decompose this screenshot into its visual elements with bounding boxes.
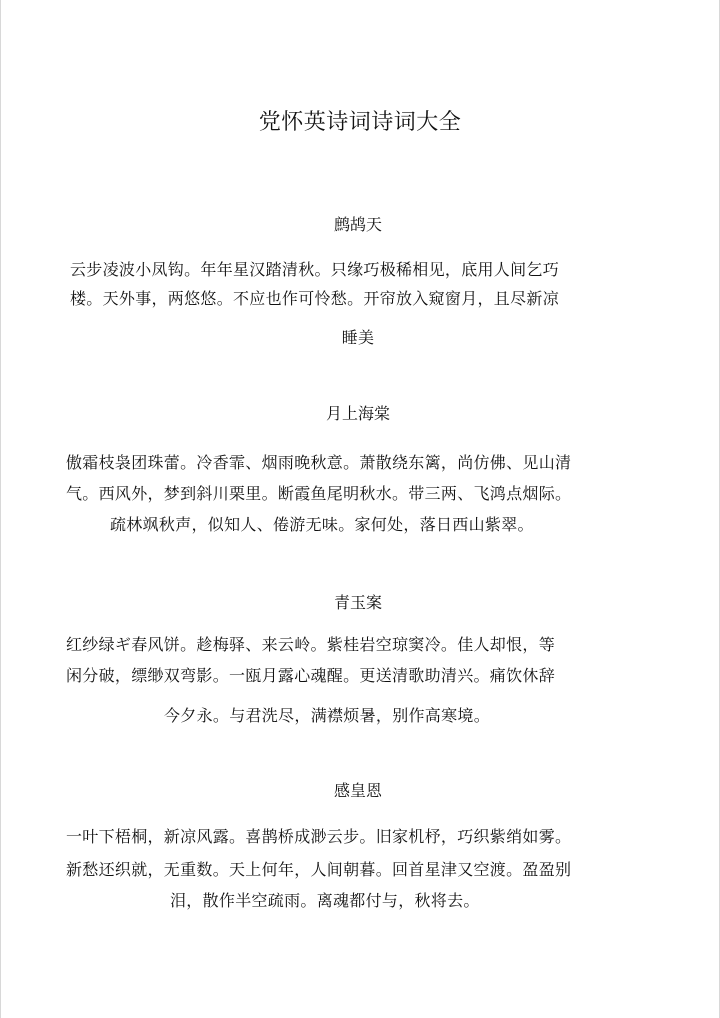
- poem-line: 睡美: [341, 328, 375, 347]
- poem-line: 气。西风外，梦到斜川栗里。断霞鱼尾明秋水。带三两、飞鸿点烟际。: [66, 484, 572, 503]
- poem-line: 泪，散作半空疏雨。离魂都付与，秋将去。: [170, 891, 480, 910]
- poem-line: 今夕永。与君洗尽，满襟烦暑，别作高寒境。: [164, 706, 491, 725]
- poem-line: 红纱绿ギ春风饼。趁梅驿、来云岭。紫桂岩空琼窦冷。佳人却恨，等: [66, 635, 556, 654]
- poem-line: 一叶下梧桐，新凉风露。喜鹊桥成渺云步。旧家机杼，巧织紫绡如雾。: [66, 827, 572, 846]
- poem-title-ganhuangen: 感皇恩: [333, 781, 382, 800]
- poem-title-yueshanghaitang: 月上海棠: [325, 404, 390, 423]
- poem-title-qingyuan: 青玉案: [333, 593, 382, 612]
- page-border-left: [0, 0, 1, 1018]
- poem-line: 傲霜枝袅团珠蕾。冷香霏、烟雨晚秋意。萧散绕东篱，尚仿佛、见山清: [66, 453, 572, 472]
- poem-title-zhegutian: 鹧鸪天: [333, 215, 382, 234]
- poem-line: 云步凌波小凤钩。年年星汉踏清秋。只缘巧极稀相见，底用人间乞巧: [70, 260, 560, 279]
- poem-line: 疏林飒秋声，似知人、倦游无味。家何处，落日西山紫翠。: [110, 515, 534, 534]
- poem-line: 楼。天外事，两悠悠。不应也作可怜愁。开帘放入窥窗月，且尽新凉: [70, 289, 560, 308]
- document-title: 党怀英诗词诗词大全: [258, 110, 462, 135]
- poem-line: 新愁还织就，无重数。天上何年，人间朝暮。回首星津又空渡。盈盈别: [66, 860, 572, 879]
- poem-line: 闲分破，缥缈双弯影。一瓯月露心魂醒。更送清歌助清兴。痛饮休辞: [66, 666, 556, 685]
